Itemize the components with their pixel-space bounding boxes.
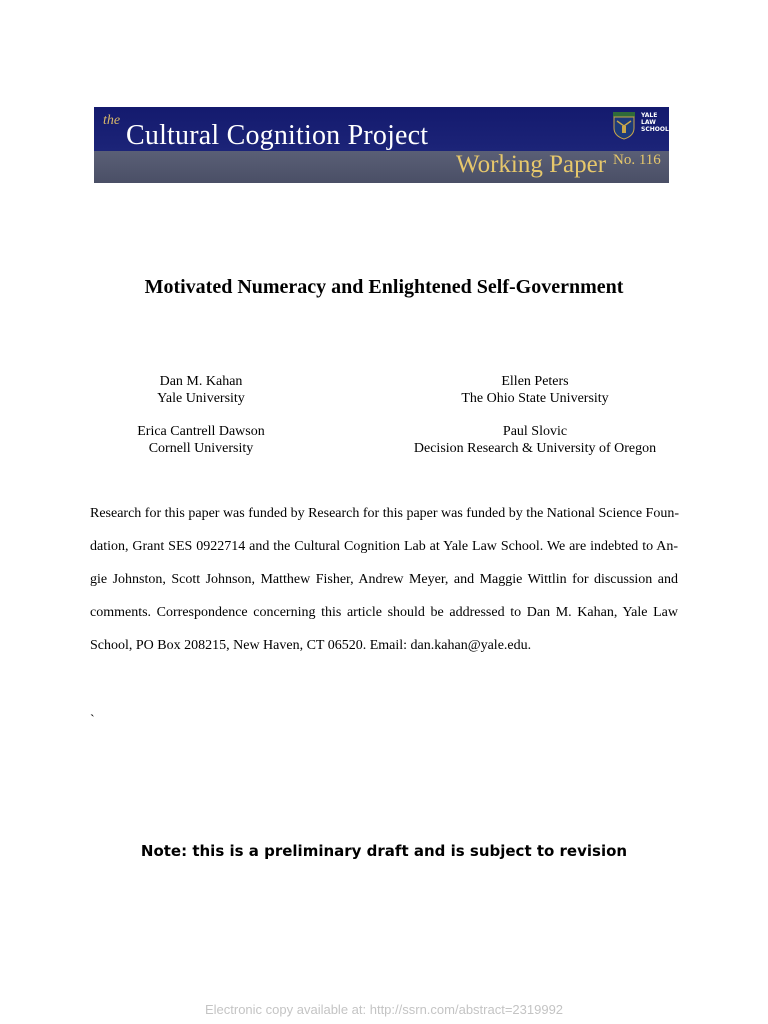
author-affiliation: The Ohio State University [461,391,609,406]
author-name: Erica Cantrell Dawson [137,424,265,439]
yale-law-school-mark [641,112,669,133]
acknowledgment-line: Research for this paper was funded by Research for this paper was funded by the National Science Foun- [90,506,679,521]
author-name: Dan M. Kahan [159,374,243,389]
working-paper-banner [94,107,669,183]
acknowledgment-line: School, PO Box 208215, New Haven, CT 06520. Email: dan.kahan@yale.edu. [90,638,532,653]
author-name: Ellen Peters [501,374,569,389]
yale-line-1: YALE [641,112,658,119]
author-name: Paul Slovic [502,424,568,439]
stray-mark: ` [90,713,95,728]
yale-shield-icon [613,112,635,140]
paper-title: Motivated Numeracy and Enlightened Self-Government [144,276,624,298]
banner-working-paper: Working Paper [456,151,607,178]
author-affiliation: Yale University [157,391,245,406]
yale-line-2: LAW [641,119,656,126]
banner-title: Cultural Cognition Project [126,120,429,151]
acknowledgment-paragraph [90,497,678,662]
acknowledgment-line: gie Johnston, Scott Johnson, Matthew Fisher, Andrew Meyer, and Maggie Wittlin for discussion and [90,572,678,587]
banner-paper-number: No. 116 [613,152,661,168]
acknowledgment-line: comments. Correspondence concerning this article should be addressed to Dan M. Kahan, Yale Law [90,605,678,620]
acknowledgment-line: dation, Grant SES 0922714 and the Cultural Cognition Lab at Yale Law School. We are indebted to An- [90,539,678,554]
author-affiliation: Decision Research & University of Oregon [413,441,657,456]
author-affiliation: Cornell University [148,441,254,456]
ssrn-footer: Electronic copy available at: http://ssrn.com/abstract=2319992 [204,1002,564,1017]
author-peters [395,373,675,407]
author-kahan [91,373,311,407]
draft-note: Note: this is a preliminary draft and is subject to revision [140,842,628,860]
author-slovic [395,423,675,457]
banner-the: the [103,113,121,128]
author-dawson [91,423,311,457]
yale-line-3: SCHOOL [641,126,669,133]
